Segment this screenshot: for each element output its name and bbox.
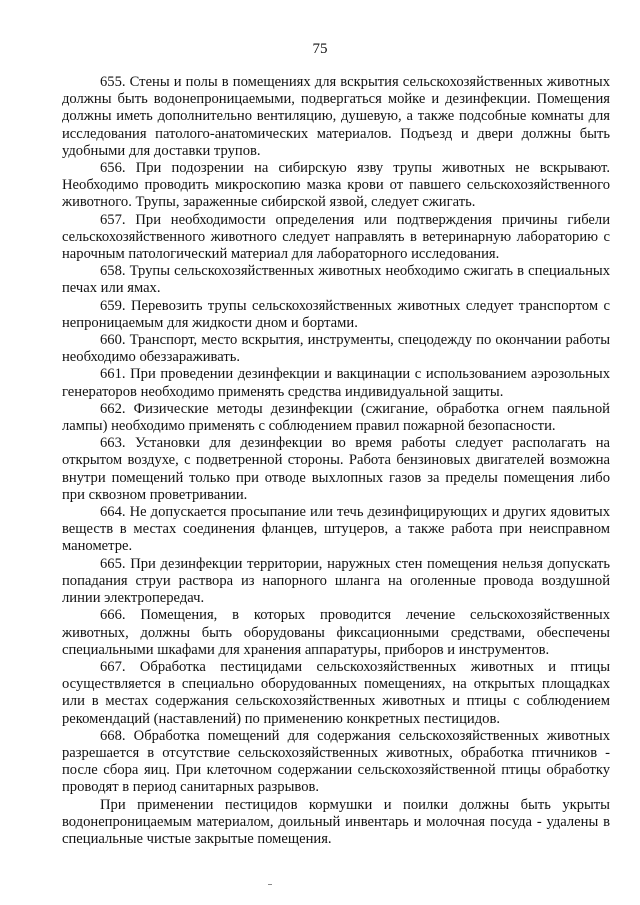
paragraph-665: 665. При дезинфекции территории, наружных стен помещения нельзя допускать попадания струи раствора из напорного шланга на оголенные провода воздушной линии электропередач. [62,555,610,607]
page-number: 75 [312,41,328,57]
paragraph-664: 664. Не допускается просыпание или течь дезинфицирующих и других ядовитых веществ в местах соединения фланцев, штуцеров, а также работа при неисправном манометре. [62,504,610,555]
paragraph-656: 656. При подозрении на сибирскую язву трупы животных не вскрывают. Необходимо проводить микроскопию мазка крови от павшего сельскохозяйственного животного. Трупы, зараженные сибирской язвой, следует сжигать. [62,160,610,211]
paragraph-667: 667. Обработка пестицидами сельскохозяйственных животных и птицы осуществляется в специально оборудованных помещениях, на открытых площадках или в местах содержания сельскохозяйственных животных и птицы с соблюдением рекомендаций (наставлений) по применению конкретных пестицидов. [62,658,610,727]
paragraph-662: 662. Физические методы дезинфекции (сжигание, обработка огнем паяльной лампы) необходимо применять с соблюдением правил пожарной безопасности. [62,400,610,435]
paragraph-659: 659. Перевозить трупы сельскохозяйственных животных следует транспортом с непроницаемым для жидкости дном и бортами. [62,297,610,331]
document-body [62,74,610,848]
paragraph-660: 660. Транспорт, место вскрытия, инструменты, спецодежду по окончании работы необходимо обеззараживать. [62,332,610,366]
paragraph-666: 666. Помещения, в которых проводится лечение сельскохозяйственных животных, должны быть оборудованы фиксационными средствами, обеспечены специальными шкафами для хранения аппаратуры, приборов и инструментов. [62,607,610,658]
paragraph-655: 655. Стены и полы в помещениях для вскрытия сельскохозяйственных животных должны быть водонепроницаемыми, подвергаться мойке и дезинфекции. Помещения должны иметь дополнительно вентиляцию, душевую, а также подсобные комнаты для исследования патолого-анатомических материалов. Подъезд и двери должны быть удобными для доставки трупов. [62,74,610,159]
paragraph-pesticide-equipment: При применении пестицидов кормушки и поилки должны быть укрыты водонепроницаемым материалом, доильный инвентарь и молочная посуда - удалены в специальные чистые закрытые помещения. [62,796,610,847]
scan-mark [268,884,272,885]
paragraph-657: 657. При необходимости определения или подтверждения причины гибели сельскохозяйственного животного следует направлять в ветеринарную лабораторию с нарочным патологический материал для лабораторного исследования. [62,211,610,263]
paragraph-663: 663. Установки для дезинфекции во время работы следует располагать на открытом воздухе, с подветренной стороны. Работа бензиновых двигателей возможна внутри помещений только при отводе выхлопных газов за пределы помещения либо при сквозном проветривании. [62,435,610,503]
paragraph-668: 668. Обработка помещений для содержания сельскохозяйственных животных разрешается в отсутствие сельскохозяйственных животных, обработка птичников - после сбора яиц. При клеточном содержании сельскохозяйственной птицы обработку проводят в период санитарных разрывов. [62,727,610,796]
paragraph-661: 661. При проведении дезинфекции и вакцинации с использованием аэрозольных генераторов необходимо применять средства индивидуальной защиты. [62,366,610,400]
paragraph-658: 658. Трупы сельскохозяйственных животных необходимо сжигать в специальных печах или ямах. [62,263,610,297]
